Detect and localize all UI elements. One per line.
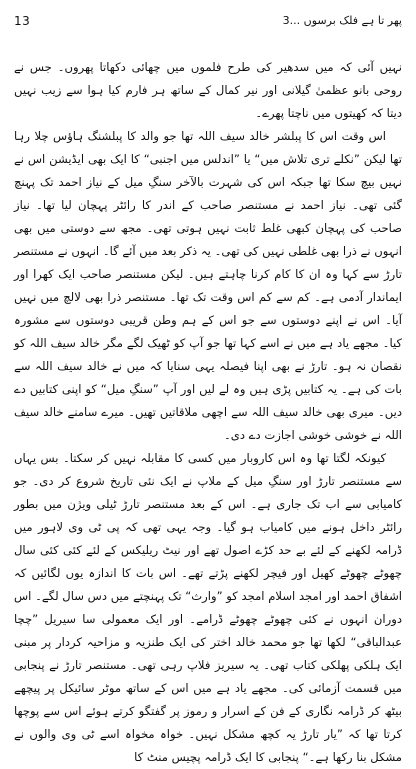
page-number: 13	[14, 14, 31, 28]
body-text	[14, 56, 402, 769]
paragraph: کیونکہ لگتا تھا وہ اس کاروبار میں کسی کا مقابلہ نہیں کر سکتا۔ بس یہاں سے مستنصر تارڑ اور سنگِ میل کے ملاپ نے ایک نئی تاریخ شروع کر دی۔ جو کامیابی سے اب تک جاری ہے۔ اس کے بعد مستنصر تارڑ ٹیلی ویژن میں بطور رائٹر داخل ہونے میں کامیاب ہو گیا۔ وجہ یہی تھی کہ پی ٹی وی لاہور میں ڈرامہ لکھنے کے لئے بے حد کڑے اصول تھے اور نیٹ ریلیکس کے لئے کئی کئی سال چھوٹے چھوٹے کھیل اور فیچر لکھنے پڑتے تھے۔ اس بات کا اندازہ یوں لگائیں کہ اشفاق احمد اور امجد اسلام امجد کو ”وارث“ تک پہنچتے میں دس سال لگے۔ اس دوران انہوں نے کئی چھوٹے چھوٹے ڈرامے۔ اور ایک معمولی سا سیریل ”چچا عبدالباقی“ لکھا تھا جو محمد خالد اختر کی ایک طنزیہ و مزاحیہ کردار پر مبنی ایک ہلکی پھلکی کتاب تھی۔ یہ سیریز فلاپ رہی تھی۔ مستنصر تارڑ نے پنجابی میں قسمت آزمائی کی۔ مجھے یاد ہے میں اس کے ساتھ موٹر سائیکل پر پیچھے بیٹھ کر ڈرامہ نگاری کے فن کے اسرار و رموز پر گفتگو کرتے ہوئے اس سے پوچھا کرتا تھا کہ ”یار تارڑ یہ کچھ مشکل نہیں۔ خواہ مخواہ اسے ٹی وی والوں نے مشکل بنا رکھا ہے۔“ پنجابی کا ایک ڈرامہ پچیس منٹ کا	[14, 451, 402, 764]
paragraph: اس وقت اس کا پبلشر خالد سیف اللہ تھا جو والد کا پبلشنگ ہاؤس چلا رہا تھا لیکن ”نکلے تری تلاش میں“ یا ”اندلس میں اجنبی“ کا ایک بھی ایڈیشن اس نے نہیں بیچ سکا تھا جبکہ اس کی شہرت بالآخر سنگِ میل کے نیاز احمد تک پہنچ گئی تھی۔ نیاز احمد نے مستنصر صاحب کے اندر کا رائٹر پہچان لیا تھا۔ نیاز صاحب کی پہچان کبھی غلط ثابت نہیں ہوتی تھی۔ مجھ سے دوستی میں بھی انہوں نے ذرا بھی غلطی نہیں کی تھی۔ یہ ذکر بعد میں آئے گا۔ انہوں نے مستنصر تارڑ سے کہا وہ ان کا کام کرنا چاہتے ہیں۔ لیکن مستنصر صاحب ایک کھرا اور ایماندار آدمی ہے۔ کم سے کم اس وقت تک تھا۔ مستنصر ذرا بھی لالچ میں نہیں آیا۔ اس نے اپنے دوستوں سے جو اس کے ہم وطن قریبی دوستوں سے مشورہ کیا۔ مجھے یاد ہے میں نے اسے کہا تھا جو آپ کو ٹھیک لگے مگر خالد سیف اللہ کو نقصان نہ ہو۔ تارڑ نے بھی اپنا فیصلہ یہی سنایا کہ میں نے خالد سیف اللہ سے بات کی ہے۔ یہ کتابیں پڑی ہیں وہ لے لیں اور آپ ”سنگِ میل“ کو اپنی کتابیں دے دیں۔ میری بھی خالد سیف اللہ سے اچھی ملاقاتیں تھیں۔ میرے سامنے خالد سیف اللہ نے خوشی خوشی اجازت دے دی۔	[14, 129, 402, 442]
paragraph: نہیں آئی کہ میں سدھیر کی طرح فلموں میں چھائی دکھاتا پھروں۔ جس نے روحی بانو عظمیٰ گیلانی اور نیر کمال کے ساتھ ہر فارم کیا ہوا سے زیب نہیں دیتا کہ کھیتوں میں ناچتا پھرے۔	[14, 60, 402, 120]
running-title: پھر تا ہے فلک برسوں ...3	[282, 14, 402, 27]
page-header	[14, 6, 402, 40]
